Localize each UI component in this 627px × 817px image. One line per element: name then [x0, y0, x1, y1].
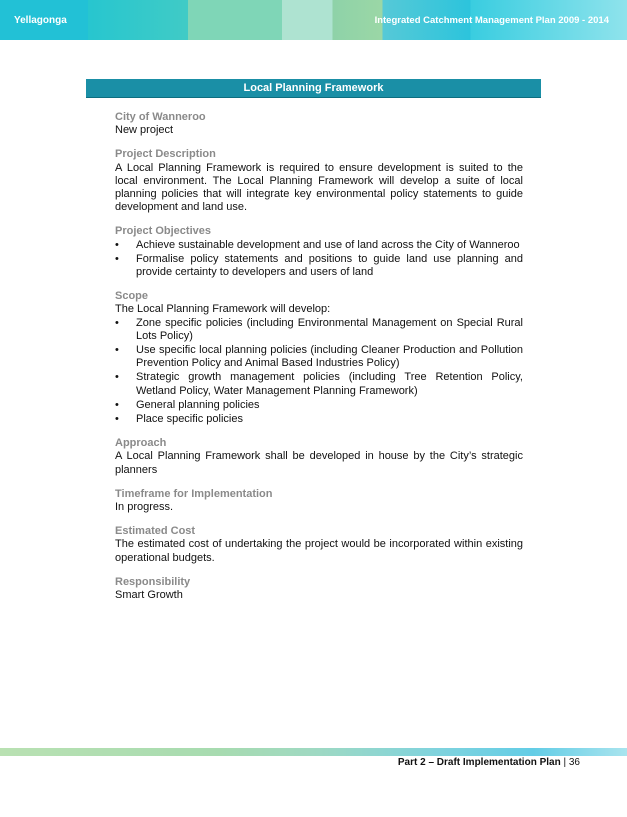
section-text: The Local Planning Framework will develop: [115, 303, 331, 316]
section-responsibility [115, 576, 523, 602]
section-heading: Project Objectives [115, 225, 211, 238]
header-left-title: Yellagonga [14, 15, 67, 26]
bullet-icon: • [115, 316, 119, 329]
list-item [115, 413, 523, 426]
list-item-text: Zone specific policies (including Environmental Management on Special Rural Lots Policy) [136, 316, 523, 342]
list-item-text: Formalise policy statements and positions to guide land use planning and provide certainty to developers and users of land [136, 252, 523, 279]
header-right-title: Integrated Catchment Management Plan 2009 - 2014 [374, 15, 609, 26]
list-item-text: Strategic growth management policies (including Tree Retention Policy, Wetland Policy, Water Management Planning Framework) [136, 371, 523, 397]
bullet-list [115, 317, 523, 427]
section-text: A Local Planning Framework is required to ensure development is suited to the local environment. The Local Planning Framework will develop a suite of local planning policies that will integrate key environmental policy statements to guide development and land use. [115, 161, 523, 214]
section-heading: Responsibility [115, 575, 191, 588]
bullet-list [115, 239, 523, 280]
footer-band [0, 748, 627, 756]
page-title: Local Planning Framework [86, 79, 541, 98]
bullet-icon: • [115, 238, 119, 251]
section-timeframe [115, 488, 523, 514]
header-band [0, 0, 627, 40]
section-text: A Local Planning Framework shall be developed in house by the City’s strategic planners [115, 450, 523, 476]
footer-separator: | [563, 757, 567, 768]
section-heading: City of Wanneroo [115, 111, 206, 123]
section-heading: Project Description [115, 148, 216, 161]
section-heading: Approach [115, 437, 167, 450]
content-body [115, 111, 523, 613]
list-item-text: Use specific local planning policies (including Cleaner Production and Pollution Prevention Policy and Animal Based Industries Policy) [136, 344, 523, 370]
section-city [115, 111, 523, 137]
section-text: The estimated cost of undertaking the project would be incorporated within existing operational budgets. [115, 538, 523, 564]
page-number: 36 [568, 757, 580, 768]
footer-part-label: Part 2 – Draft Implementation Plan [397, 757, 561, 768]
bullet-icon: • [115, 413, 119, 426]
list-item [115, 344, 523, 370]
footer [398, 757, 580, 768]
bullet-icon: • [115, 344, 119, 357]
section-scope [115, 290, 523, 426]
list-item-text: Place specific policies [136, 413, 243, 426]
list-item [115, 399, 523, 412]
section-project-objectives [115, 225, 523, 279]
section-text: In progress. [115, 501, 174, 514]
list-item [115, 317, 523, 343]
list-item-text: Achieve sustainable development and use of land across the City of Wanneroo [136, 238, 520, 251]
bullet-icon: • [115, 252, 119, 265]
section-heading: Estimated Cost [115, 525, 196, 538]
section-project-description [115, 148, 523, 214]
bullet-icon: • [115, 371, 119, 384]
section-heading: Timeframe for Implementation [115, 487, 273, 500]
section-text: Smart Growth [115, 589, 183, 602]
list-item [115, 239, 523, 252]
list-item [115, 253, 523, 279]
section-approach [115, 437, 523, 477]
list-item [115, 371, 523, 397]
bullet-icon: • [115, 398, 119, 411]
section-heading: Scope [115, 290, 149, 303]
list-item-text: General planning policies [136, 398, 260, 411]
section-text: New project [115, 124, 174, 137]
section-estimated-cost [115, 525, 523, 565]
